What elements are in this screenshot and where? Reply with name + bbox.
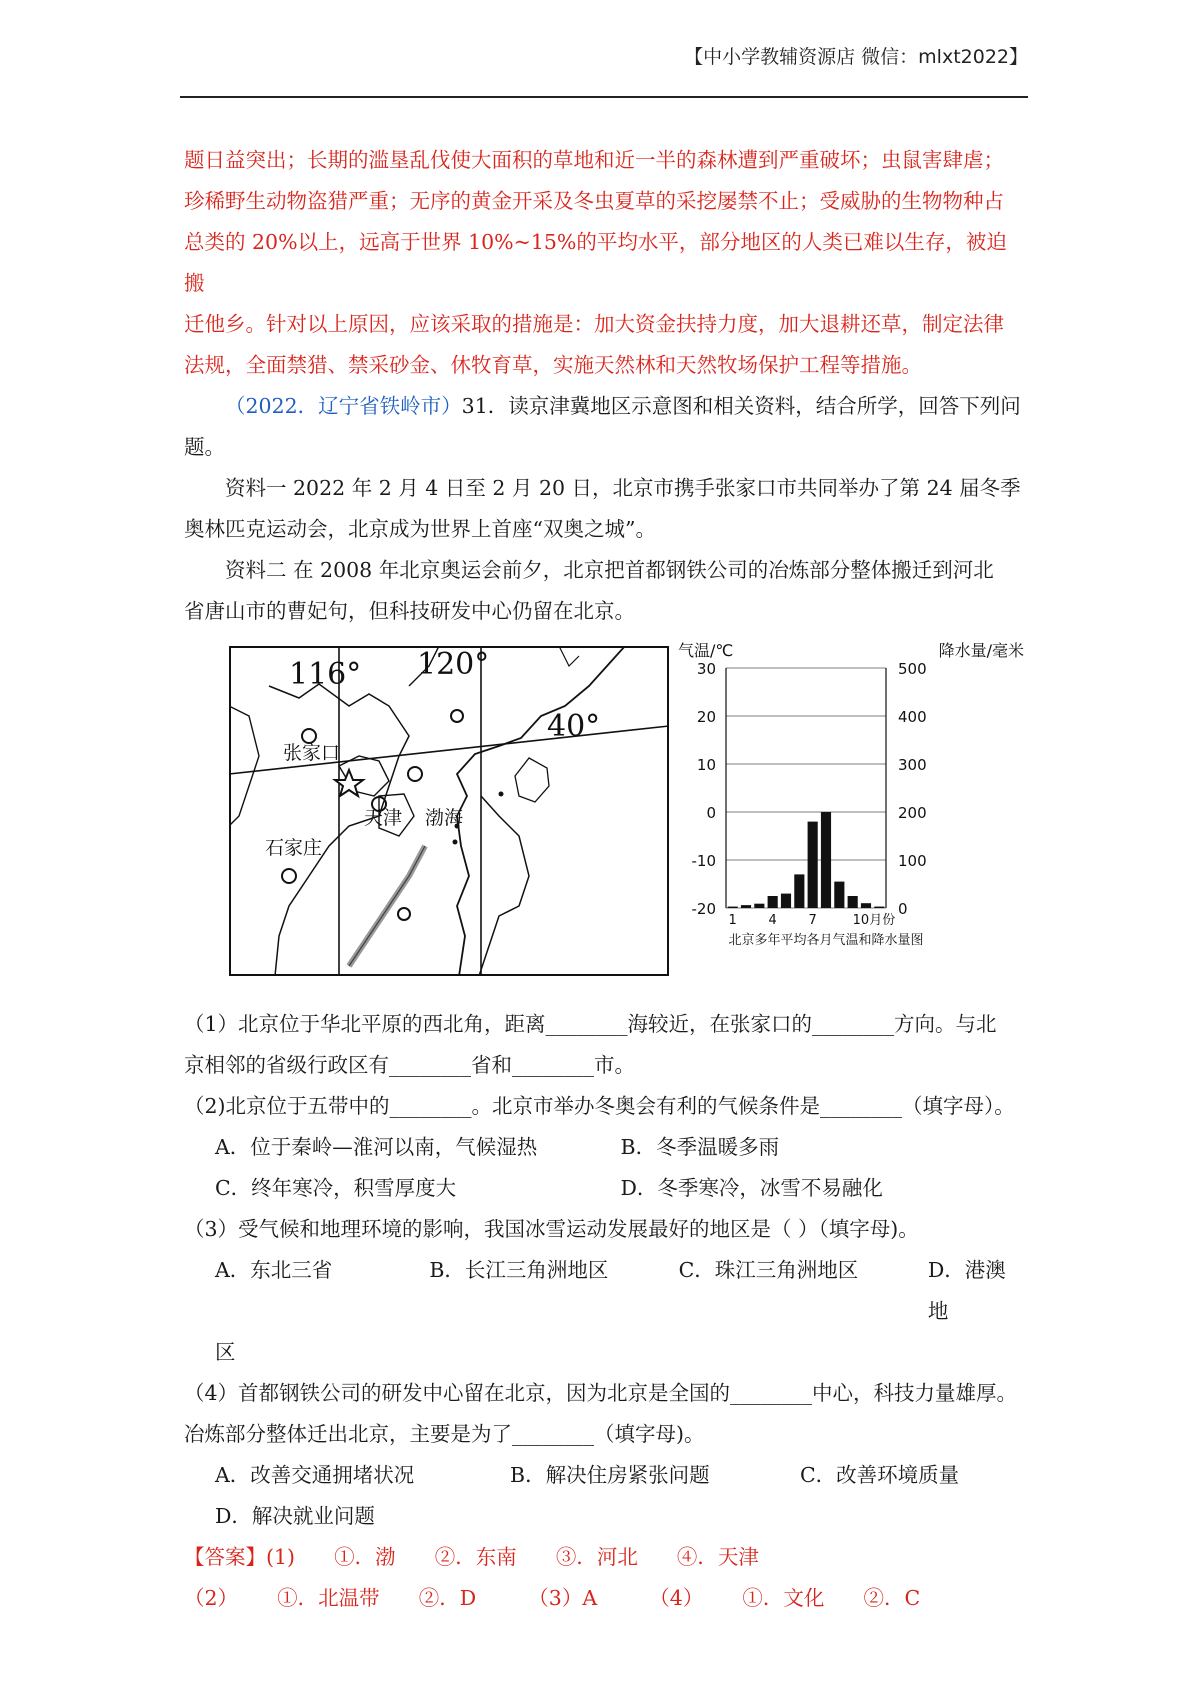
- precip-bar: [861, 903, 871, 908]
- q3-option-c: C．珠江三角洲地区: [678, 1258, 859, 1282]
- label-tianjin: 天津: [364, 807, 403, 829]
- precip-bar: [768, 896, 778, 908]
- q4-stem: （4）首都钢铁公司的研发中心留在北京，因为北京是全国的________中心，科技力量雄厚。: [184, 1381, 1018, 1405]
- precip-tick-label: 400: [898, 708, 927, 726]
- q4-option-d: D．解决就业问题: [215, 1504, 375, 1528]
- precip-bar: [821, 812, 831, 908]
- question-stem: 31．读京津冀地区示意图和相关资料，结合所学，回答下列问: [461, 394, 1021, 418]
- q2-stem: （2)北京位于五带中的________。北京市举办冬奥会有利的气候条件是________（填字母）。: [184, 1094, 1015, 1118]
- precip-tick-label: 100: [898, 852, 927, 870]
- precip-bar: [794, 874, 804, 908]
- precip-tick-label: 0: [898, 900, 908, 918]
- q3-options-row: [184, 1250, 1026, 1332]
- question-source: （2022．辽宁省铁岭市）: [225, 394, 462, 418]
- q1-stem: （1）北京位于华北平原的西北角，距离________海较近，在张家口的________方向。与北: [184, 1012, 997, 1036]
- precip-bar: [834, 882, 844, 908]
- chart-title: 北京多年平均各月气温和降水量图: [728, 933, 924, 948]
- q3-option-d-cont: 区: [215, 1340, 236, 1364]
- precip-bar: [728, 907, 738, 908]
- q4-option-a: A．改善交通拥堵状况: [215, 1463, 415, 1487]
- material-1-cont: 奥林匹克运动会，北京成为世界上首座“双奥之城”。: [184, 517, 656, 541]
- climate-chart: [676, 638, 1026, 1000]
- intro-line: 迁他乡。针对以上原因，应该采取的措施是：加大资金扶持力度，加大退耕还草，制定法律: [184, 312, 1004, 336]
- q2-options-row: [184, 1127, 1026, 1168]
- q2-option-c: C．终年寒冷，积雪厚度大: [215, 1176, 457, 1200]
- island-dot: [499, 792, 504, 797]
- q3-options-row: [184, 1332, 1026, 1373]
- document-body: [184, 140, 1026, 1619]
- x-tick-label: 10月份: [852, 913, 896, 928]
- intro-line: 总类的 20%以上，远高于世界 10%~15%的平均水平，部分地区的人类已难以生存，被迫搬: [184, 230, 1007, 295]
- precip-bar: [848, 896, 858, 908]
- intro-line: 题日益突出；长期的滥垦乱伐使大面积的草地和近一半的森林遭到严重破坏；虫鼠害肆虐；: [184, 148, 1004, 172]
- question-31: [184, 386, 1026, 427]
- precip-bar: [754, 904, 764, 908]
- answer-line: 【答案】(1) ①．渤 ②．东南 ③．河北 ④．天津: [184, 1545, 759, 1569]
- q2-options-row: [184, 1168, 1026, 1209]
- precip-bar: [741, 905, 751, 908]
- temp-tick-label: -10: [691, 852, 716, 870]
- jingjinji-map: [229, 646, 669, 976]
- temp-tick-label: 20: [696, 708, 716, 726]
- temp-axis-title: 气温/℃: [678, 641, 734, 660]
- lon-120-label: 120°: [417, 647, 490, 682]
- precip-tick-label: 500: [898, 660, 927, 678]
- x-tick-label: 1: [728, 913, 737, 928]
- q4-stem-cont: 冶炼部分整体迁出北京，主要是为了________（填字母)。: [184, 1422, 705, 1446]
- page-header: [180, 38, 1028, 98]
- q4-option-b: B．解决住房紧张问题: [510, 1463, 710, 1487]
- lon-116-label: 116°: [289, 657, 362, 692]
- temp-tick-label: 10: [696, 756, 716, 774]
- q2-option-b: B．冬季温暖多雨: [620, 1135, 780, 1159]
- q3-stem: （3）受气候和地理环境的影响，我国冰雪运动发展最好的地区是（ ）（填字母)。: [184, 1217, 919, 1241]
- material-1: 资料一 2022 年 2 月 4 日至 2 月 20 日，北京市携手张家口市共同举办了第 24 届冬季: [225, 476, 1021, 500]
- q2-option-a: A．位于秦岭—淮河以南，气候湿热: [215, 1135, 538, 1159]
- label-shijiazhuang: 石家庄: [265, 837, 323, 859]
- material-2-cont: 省唐山市的曹妃句，但科技研发中心仍留在北京。: [184, 599, 635, 623]
- x-tick-label: 4: [768, 913, 777, 928]
- q3-option-d: D．港澳地: [927, 1258, 1006, 1323]
- q3-option-b: B．长江三角洲地区: [429, 1258, 609, 1282]
- temp-tick-label: -20: [691, 900, 716, 918]
- temp-tick-label: 0: [706, 804, 716, 822]
- intro-line: 法规，全面禁猎、禁采砂金、休牧育草，实施天然林和天然牧场保护工程等措施。: [184, 353, 922, 377]
- precip-axis-title: 降水量/毫米: [938, 641, 1024, 660]
- q3-option-a: A．东北三省: [215, 1258, 333, 1282]
- q4-option-c: C．改善环境质量: [800, 1463, 960, 1487]
- precip-tick-label: 300: [898, 756, 927, 774]
- label-bohai: 渤海: [425, 807, 464, 829]
- precip-bar: [808, 822, 818, 908]
- header-text: 【中小学教辅资源店 微信：mlxt2022】: [684, 46, 1028, 68]
- q2-option-d: D．冬季寒冷，冰雪不易融化: [620, 1176, 883, 1200]
- q4-options-row: [184, 1496, 1026, 1537]
- q1-stem-cont: 京相邻的省级行政区有________省和________市。: [184, 1053, 635, 1077]
- q4-options-row: [184, 1455, 1026, 1496]
- material-2: 资料二 在 2008 年北京奥运会前夕，北京把首都钢铁公司的冶炼部分整体搬迁到河北: [225, 558, 994, 582]
- precip-tick-label: 200: [898, 804, 927, 822]
- x-tick-label: 7: [808, 913, 817, 928]
- island-dot: [453, 840, 458, 845]
- precip-bar: [781, 894, 791, 908]
- answer-line: （2） ①．北温带 ②．D （3）A （4） ①．文化 ②．C: [184, 1586, 921, 1610]
- precip-bar: [874, 907, 884, 908]
- lat-40-label: 40°: [547, 709, 601, 744]
- question-stem-cont: 题。: [184, 435, 225, 459]
- label-zhangjiakou: 张家口: [283, 742, 341, 764]
- temp-tick-label: 30: [696, 660, 716, 678]
- figure: [184, 638, 1026, 1000]
- intro-line: 珍稀野生动物盗猎严重；无序的黄金开采及冬虫夏草的采挖屡禁不止；受威胁的生物物种占: [184, 189, 1004, 213]
